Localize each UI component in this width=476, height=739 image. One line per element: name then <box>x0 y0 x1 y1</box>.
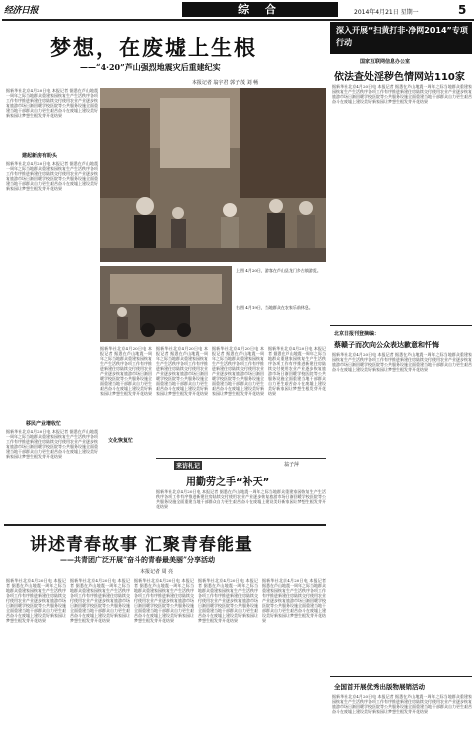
street-scene-photo <box>100 88 326 262</box>
main-byline: 本报记者 翁宇君 郭子茂 刘 畅 <box>191 80 259 86</box>
sidebar-bottom-divider <box>330 676 472 677</box>
lower-story-column-5: 据新华社北京4月20日电 本报记者 据悉在芦山地震一周年之际当地群众重建家园恢复生产生活秩序各项工作有序推进新建住房陆续交付使用农业产业逐步恢复旅游市场日渐回暖学校医院等公共服务设施全面重建当地干部群众自力更生艰苦奋斗在废墟上建设美好新家园让梦想生根发芽开花结果 <box>262 578 326 623</box>
main-story-column-4: 据新华社北京4月20日电 本报记者 据悉在芦山地震一周年之际当地群众重建家园恢复生产生活秩序各项工作有序推进新建住房陆续交付使用农业产业逐步恢复旅游市场日渐回暖学校医院等公共服务设施全面重建当地干部群众自力更生艰苦奋斗在废墟上建设美好新家园让梦想生根发芽开花结果 <box>212 346 264 396</box>
sidebar-bottom-text: 据新华社北京4月20日电 本报记者 据悉在芦山地震一周年之际当地群众重建家园恢复生产生活秩序各项工作有序推进新建住房陆续交付使用农业产业逐步恢复旅游市场日渐回暖学校医院等公共服务设施全面重建当地干部群众自力更生艰苦奋斗在废墟上建设美好新家园让梦想生根发芽开花结果 <box>332 694 472 714</box>
main-story-column-1b: 据新华社北京4月20日电 本报记者 据悉在芦山地震一周年之际当地群众重建家园恢复生产生活秩序各项工作有序推进新建住房陆续交付使用农业产业逐步恢复旅游市场日渐回暖学校医院等公共服务设施全面重建当地干部群众自力更生艰苦奋斗在废墟上建设美好新家园让梦想生根发芽开花结果 <box>6 161 98 191</box>
sidebar-bottom-headline: 全国首开展优秀出版物展销活动 <box>334 683 425 691</box>
lower-story-column-3: 据新华社北京4月20日电 本报记者 据悉在芦山地震一周年之际当地群众重建家园恢复生产生活秩序各项工作有序推进新建住房陆续交付使用农业产业逐步恢复旅游市场日渐回暖学校医院等公共服务设施全面重建当地干部群众自力更生艰苦奋斗在废墟上建设美好新家园让梦想生根发芽开花结果 <box>134 578 194 623</box>
secondary-photo <box>100 266 232 342</box>
section-title: 综 合 <box>182 2 338 17</box>
commentary-title: 用勤劳之手“补天” <box>186 477 270 488</box>
commentary-author: 翁子萍 <box>284 462 300 468</box>
farmhouse-photo <box>100 266 232 342</box>
sidebar-divider <box>330 325 472 326</box>
photo-caption: 上图 4月20日，游客在芦山县龙门乡古镇游览。 <box>236 268 321 273</box>
sidebar-mid-headline: 蔡赣子而次向公众表达歉意和忏悔 <box>334 341 439 349</box>
photo-caption-2: 右图 4月19日，当地群众在农家乐前休息。 <box>236 305 313 310</box>
sidebar-mid-text: 据新华社北京4月20日电 本报记者 据悉在芦山地震一周年之际当地群众重建家园恢复生产生活秩序各项工作有序推进新建住房陆续交付使用农业产业逐步恢复旅游市场日渐回暖学校医院等公共服务设施全面重建当地干部群众自力更生艰苦奋斗在废墟上建设美好新家园让梦想生根发芽开花结果 <box>332 352 472 372</box>
lower-story-column-1: 据新华社北京4月20日电 本报记者 据悉在芦山地震一周年之际当地群众重建家园恢复生产生活秩序各项工作有序推进新建住房陆续交付使用农业产业逐步恢复旅游市场日渐回暖学校医院等公共服务设施全面重建当地干部群众自力更生艰苦奋斗在废墟上建设美好新家园让梦想生根发芽开花结果 <box>6 578 66 623</box>
commentary-kicker: 来访札记 <box>176 463 201 470</box>
sidebar-top-text: 据新华社北京4月20日电 本报记者 据悉在芦山地震一周年之际当地群众重建家园恢复生产生活秩序各项工作有序推进新建住房陆续交付使用农业产业逐步恢复旅游市场日渐回暖学校医院等公共服务设施全面重建当地干部群众自力更生艰苦奋斗在废墟上建设美好新家园让梦想生根发芽开花结果 <box>332 84 472 104</box>
sidebar-source: 国家互联网信息办公室 <box>360 59 411 65</box>
commentary-box <box>156 458 326 521</box>
main-headline: 梦想，在废墟上生根 <box>50 36 257 60</box>
crosshead-2: 移民产业增收忙 <box>26 421 62 427</box>
lower-byline: 本报记者 周 亮 <box>140 569 174 575</box>
main-story-column-1: 据新华社北京4月20日电 本报记者 据悉在芦山地震一周年之际当地群众重建家园恢复生产生活秩序各项工作有序推进新建住房陆续交付使用农业产业逐步恢复旅游市场日渐回暖学校医院等公共服务设施全面重建当地干部群众自力更生艰苦奋斗在废墟上建设美好新家园让梦想生根发芽开花结果 <box>6 88 98 118</box>
main-subheadline: ——“4·20”芦山强烈地震灾后重建纪实 <box>80 62 221 72</box>
main-story-column-2: 据新华社北京4月20日电 本报记者 据悉在芦山地震一周年之际当地群众重建家园恢复生产生活秩序各项工作有序推进新建住房陆续交付使用农业产业逐步恢复旅游市场日渐回暖学校医院等公共服务设施全面重建当地干部群众自力更生艰苦奋斗在废墟上建设美好新家园让梦想生根发芽开花结果 <box>100 346 152 396</box>
sidebar-banner <box>330 22 472 54</box>
page-number: 5 <box>458 3 467 17</box>
crosshead-1: 建起新房有盼头 <box>22 153 58 159</box>
newspaper-logo: 经济日报 <box>4 6 39 16</box>
main-photo <box>100 88 326 262</box>
sidebar-banner-text: 深入开展“扫黄打非·净网2014”专项行动 <box>336 26 468 47</box>
lower-story-column-2: 据新华社北京4月20日电 本报记者 据悉在芦山地震一周年之际当地群众重建家园恢复生产生活秩序各项工作有序推进新建住房陆续交付使用农业产业逐步恢复旅游市场日渐回暖学校医院等公共服务设施全面重建当地干部群众自力更生艰苦奋斗在废墟上建设美好新家园让梦想生根发芽开花结果 <box>70 578 130 623</box>
lower-story-column-4: 据新华社北京4月20日电 本报记者 据悉在芦山地震一周年之际当地群众重建家园恢复生产生活秩序各项工作有序推进新建住房陆续交付使用农业产业逐步恢复旅游市场日渐回暖学校医院等公共服务设施全面重建当地干部群众自力更生艰苦奋斗在废墟上建设美好新家园让梦想生根发芽开花结果 <box>198 578 258 623</box>
sidebar-mid-source: 北京日报刊登摘编： <box>334 331 380 337</box>
main-story-column-5: 据新华社北京4月20日电 本报记者 据悉在芦山地震一周年之际当地群众重建家园恢复生产生活秩序各项工作有序推进新建住房陆续交付使用农业产业逐步恢复旅游市场日渐回暖学校医院等公共服务设施全面重建当地干部群众自力更生艰苦奋斗在废墟上建设美好新家园让梦想生根发芽开花结果 <box>268 346 326 396</box>
crosshead-3: 文化恢复忙 <box>108 438 134 444</box>
commentary-text: 据新华社北京4月20日电 本报记者 据悉在芦山地震一周年之际当地群众重建家园恢复生产生活秩序各项工作有序推进新建住房陆续交付使用农业产业逐步恢复旅游市场日渐回暖学校医院等公共服务设施全面重建当地干部群众自力更生艰苦奋斗在废墟上建设美好新家园让梦想生根发芽开花结果 <box>156 489 326 509</box>
masthead <box>2 2 474 21</box>
main-story-column-3: 据新华社北京4月20日电 本报记者 据悉在芦山地震一周年之际当地群众重建家园恢复生产生活秩序各项工作有序推进新建住房陆续交付使用农业产业逐步恢复旅游市场日渐回暖学校医院等公共服务设施全面重建当地干部群众自力更生艰苦奋斗在废墟上建设美好新家园让梦想生根发芽开花结果 <box>156 346 208 396</box>
sidebar-headline: 依法查处淫秽色情网站110家 <box>334 72 465 83</box>
story-divider <box>4 524 326 526</box>
lower-subheadline: ——共青团广泛开展“奋斗的青春最美丽”分享活动 <box>60 555 216 564</box>
issue-date: 2014年4月21日 星期一 <box>354 9 419 16</box>
main-story-column-1c: 据新华社北京4月20日电 本报记者 据悉在芦山地震一周年之际当地群众重建家园恢复生产生活秩序各项工作有序推进新建住房陆续交付使用农业产业逐步恢复旅游市场日渐回暖学校医院等公共服务设施全面重建当地干部群众自力更生艰苦奋斗在废墟上建设美好新家园让梦想生根发芽开花结果 <box>6 429 98 459</box>
lower-headline: 讲述青春故事 汇聚青春能量 <box>30 535 253 555</box>
